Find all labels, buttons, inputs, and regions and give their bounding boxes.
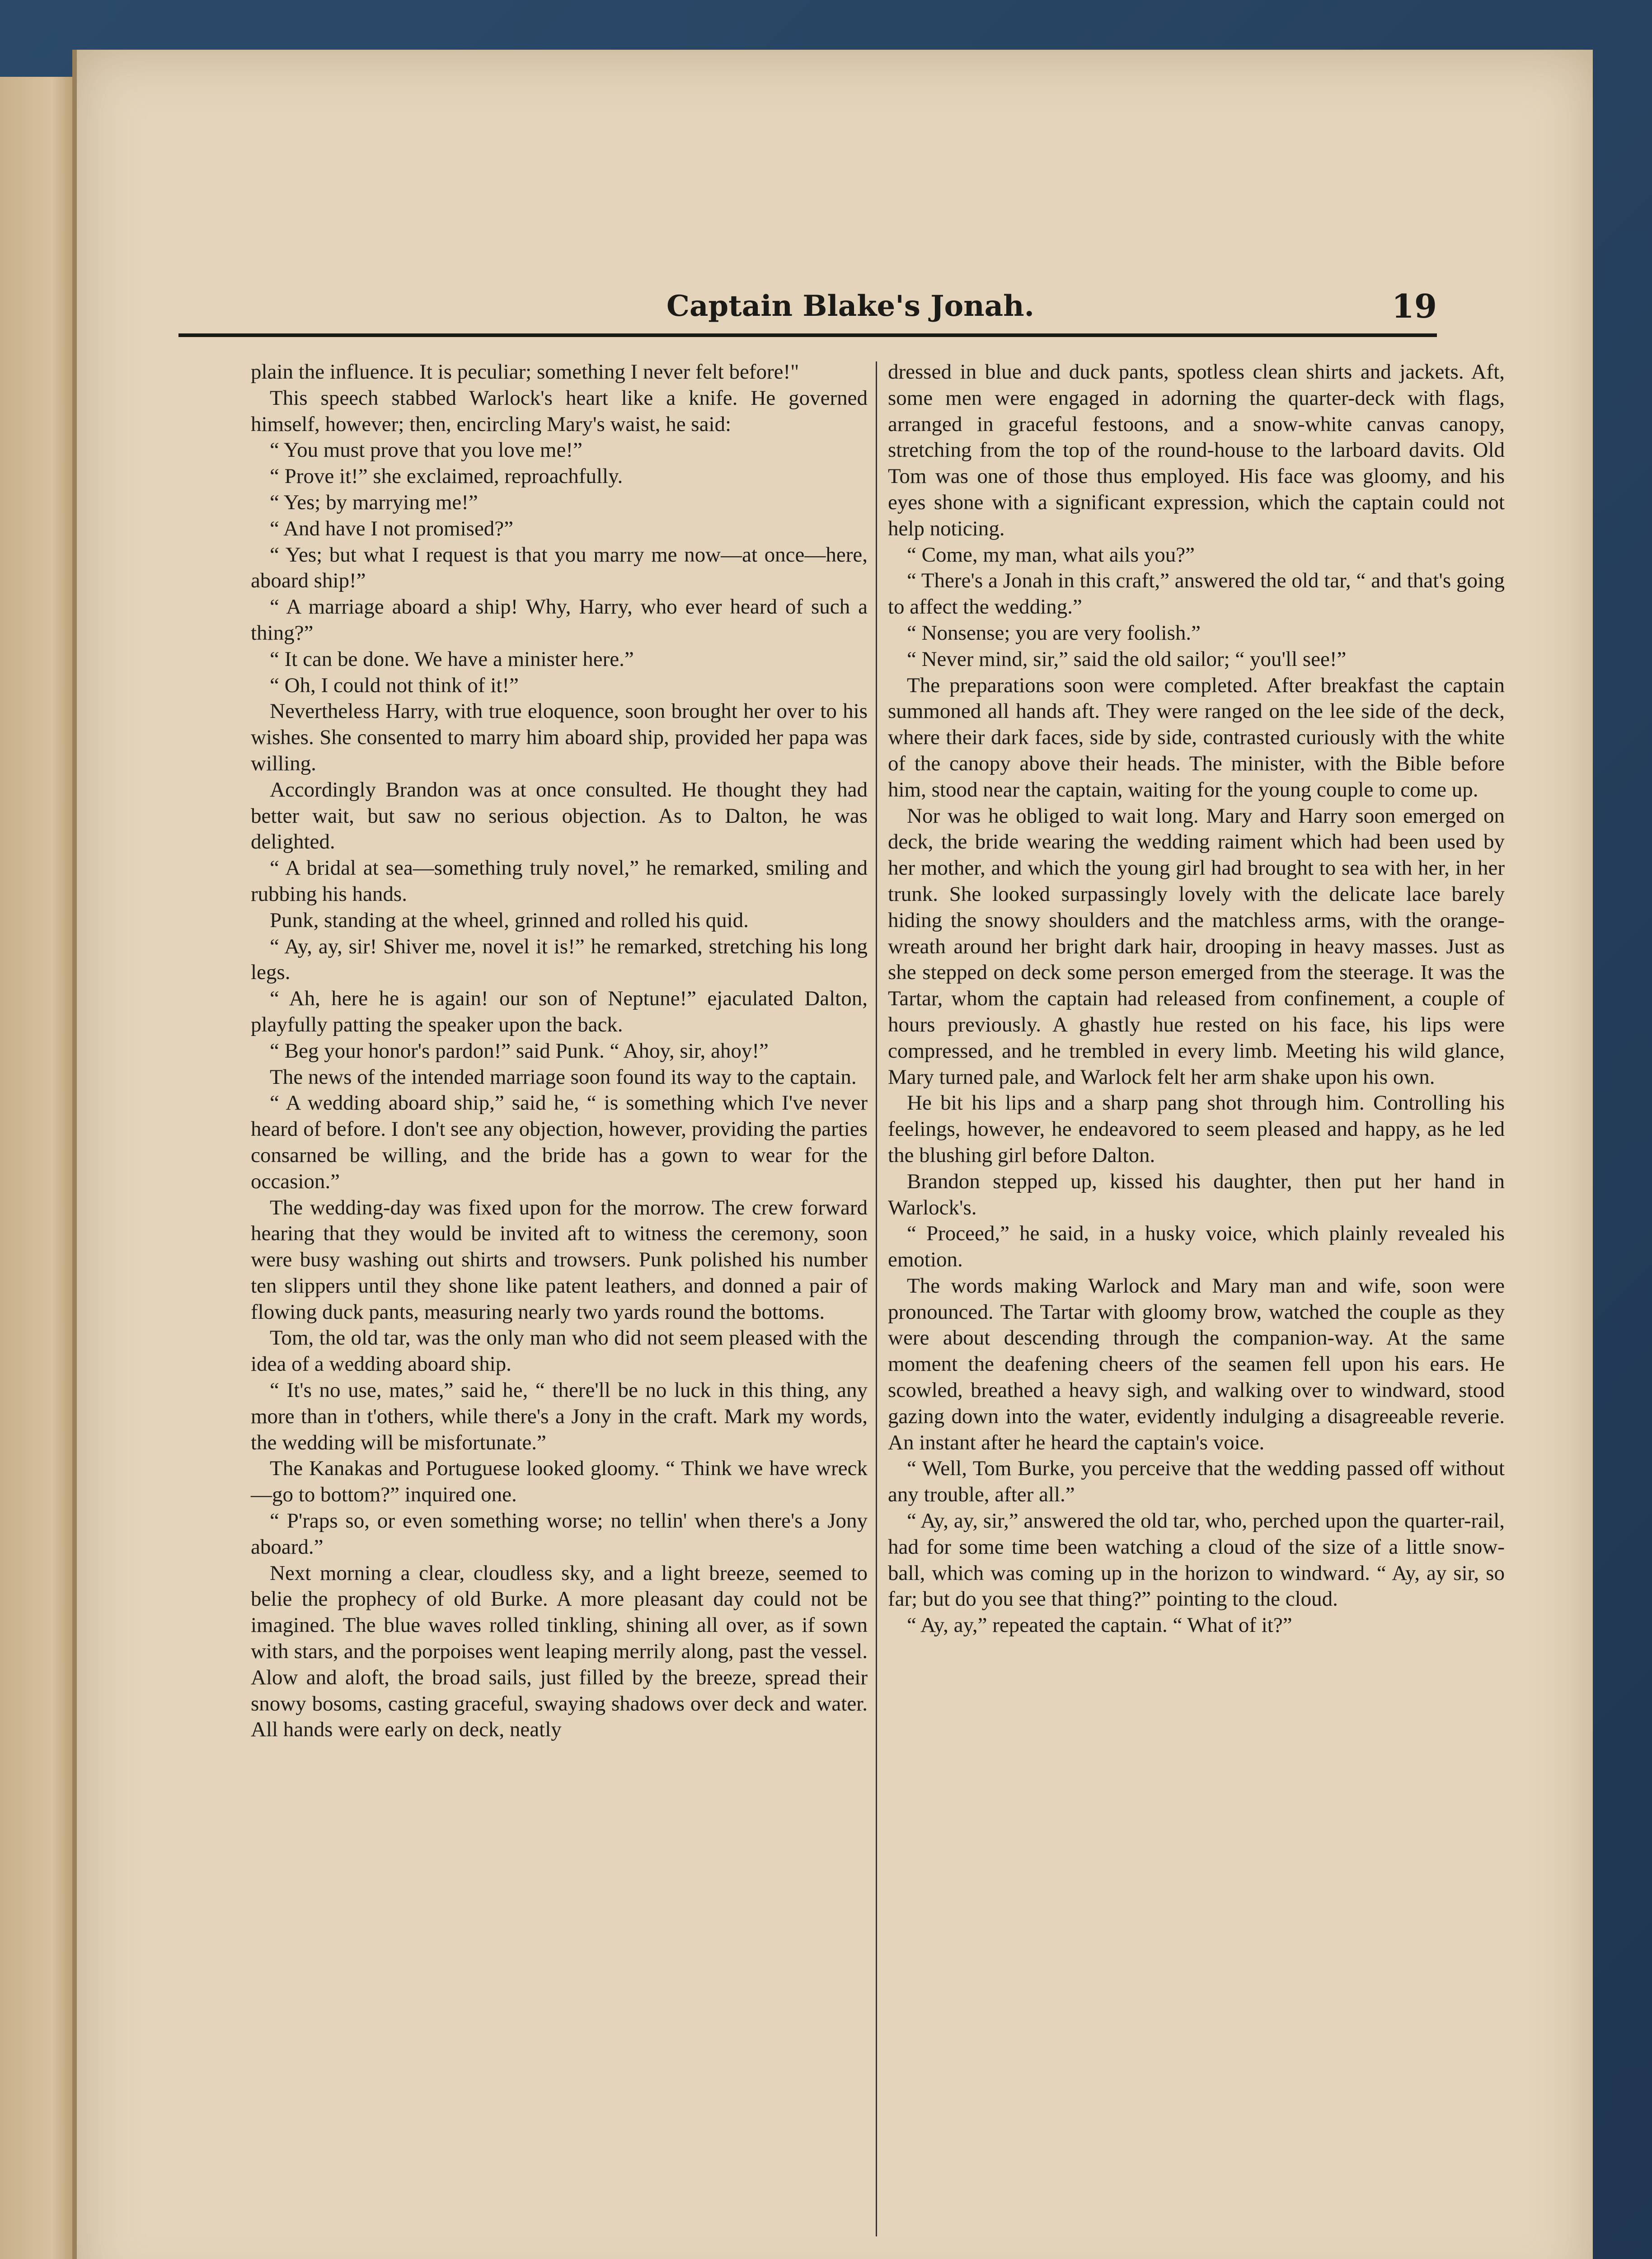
- paragraph: Brandon stepped up, kissed his daughter, then put her hand in Warlock's.: [888, 1169, 1505, 1219]
- paragraph: “ P'raps so, or even something worse; no tellin' when there's a Jony aboard.”: [251, 1509, 868, 1559]
- paragraph: “ Ah, here he is again! our son of Neptune!” ejaculated Dalton, playfully patting the speaker upon the back.: [251, 987, 868, 1036]
- page-number: 19: [1391, 287, 1437, 325]
- paragraph: “ Come, my man, what ails you?”: [907, 543, 1195, 567]
- paragraph: “ And have I not promised?”: [270, 516, 514, 540]
- paragraph: plain the influence. It is peculiar; something I never felt before!": [251, 360, 799, 384]
- running-title: Captain Blake's Jonah.: [666, 289, 1034, 323]
- paragraph: “ Beg your honor's pardon!” said Punk. “ Ahoy, sir, ahoy!”: [270, 1039, 769, 1063]
- paragraph: The news of the intended marriage soon found its way to the captain.: [270, 1065, 857, 1089]
- paragraph: “ Yes; but what I request is that you marry me now—at once—here, aboard ship!”: [251, 543, 868, 593]
- left-text-column: [251, 359, 868, 1743]
- paragraph: “ It's no use, mates,” said he, “ there'll be no luck in this thing, any more than in t'others, while there's a Jony in the craft. Mark my words, the wedding will be misfortunate.”: [251, 1378, 868, 1454]
- paragraph: “ Never mind, sir,” said the old sailor; “ you'll see!”: [907, 647, 1347, 671]
- paragraph: “ A bridal at sea—something truly novel,” he remarked, smiling and rubbing his hands.: [251, 856, 868, 906]
- right-text-column: [888, 359, 1505, 1639]
- paragraph: “ A marriage aboard a ship! Why, Harry, who ever heard of such a thing?”: [251, 595, 868, 645]
- paragraph: “ Ay, ay, sir,” answered the old tar, who, perched upon the quarter-rail, had for some time been watching a cloud of the size of a little snow-ball, which was coming up in the horizon to windward. “ Ay, ay sir, so far; but do you see that thing?” pointing to the cloud.: [888, 1509, 1505, 1611]
- column-divider: [876, 361, 877, 2236]
- paragraph: “ It can be done. We have a minister here.”: [270, 647, 634, 671]
- running-header: [178, 230, 1437, 334]
- paragraph: “ Yes; by marrying me!”: [270, 490, 478, 514]
- paragraph: This speech stabbed Warlock's heart like a knife. He governed himself, however; then, encircling Mary's waist, he said:: [251, 386, 868, 436]
- header-rule: [178, 333, 1437, 337]
- paragraph: Nor was he obliged to wait long. Mary and Harry soon emerged on deck, the bride wearing the wedding raiment which had been used by her mother, and which the young girl had brought to sea with her, in her trunk. She looked surpassingly lovely with the delicate lace barely hiding the snowy shoulders and the matchless arms, with the orange-wreath around her bright dark hair, drooping in heavy masses. Just as she stepped on deck some person emerged from the steerage. It was the Tartar, whom the captain had released from confinement, a couple of hours previously. A ghastly hue rested on his face, his lips were compressed, and he trembled in every limb. Meeting his wild glance, Mary turned pale, and Warlock felt her arm shake upon his own.: [888, 804, 1505, 1089]
- paragraph: Tom, the old tar, was the only man who did not seem pleased with the idea of a wedding aboard ship.: [251, 1326, 868, 1376]
- paragraph: “ Well, Tom Burke, you perceive that the wedding passed off without any trouble, after all.”: [888, 1457, 1505, 1507]
- paragraph: “ There's a Jonah in this craft,” answered the old tar, “ and that's going to affect the wedding.”: [888, 569, 1505, 619]
- paragraph: “ Prove it!” she exclaimed, reproachfully.: [270, 464, 623, 488]
- book-page: [72, 50, 1593, 2259]
- paragraph: “ You must prove that you love me!”: [270, 438, 582, 462]
- paragraph: The wedding-day was fixed upon for the morrow. The crew forward hearing that they would be invited aft to witness the ceremony, soon were busy washing out shirts and trowsers. Punk polished his number ten slippers until they shone like patent leathers, and donned a pair of flowing duck pants, measuring nearly two yards round the bottoms.: [251, 1195, 868, 1324]
- paragraph: The preparations soon were completed. After breakfast the captain summoned all hands aft. They were ranged on the lee side of the deck, where their dark faces, side by side, contrasted curiously with the white of the canopy above their heads. The minister, with the Bible before him, stood near the captain, waiting for the young couple to come up.: [888, 673, 1505, 801]
- paragraph: He bit his lips and a sharp pang shot through him. Controlling his feelings, however, he endeavored to seem pleased and happy, as he led the blushing girl before Dalton.: [888, 1091, 1505, 1167]
- paragraph: dressed in blue and duck pants, spotless clean shirts and jackets. Aft, some men were engaged in adorning the quarter-deck with flags, arranged in graceful festoons, and a snow-white canvas canopy, stretching from the top of the round-house to the larboard davits. Old Tom was one of those thus employed. His face was gloomy, and his eyes shone with a significant expression, which the captain could not help noticing.: [888, 360, 1505, 540]
- paragraph: Nevertheless Harry, with true eloquence, soon brought her over to his wishes. She consented to marry him aboard ship, provided her papa was willing.: [251, 699, 868, 775]
- paragraph: Punk, standing at the wheel, grinned and rolled his quid.: [270, 908, 749, 932]
- paragraph: The Kanakas and Portuguese looked gloomy. “ Think we have wreck—go to bottom?” inquired one.: [251, 1457, 868, 1507]
- paragraph: “ Proceed,” he said, in a husky voice, which plainly revealed his emotion.: [888, 1222, 1505, 1272]
- paragraph: Accordingly Brandon was at once consulted. He thought they had better wait, but saw no serious objection. As to Dalton, he was delighted.: [251, 778, 868, 854]
- paragraph: “ Oh, I could not think of it!”: [270, 673, 519, 697]
- paragraph: “ Ay, ay,” repeated the captain. “ What of it?”: [907, 1613, 1292, 1637]
- paragraph: The words making Warlock and Mary man and wife, soon were pronounced. The Tartar with gloomy brow, watched the couple as they were about descending through the companion-way. At the same moment the deafening cheers of the seamen fell upon his ears. He scowled, breathed a heavy sigh, and walking over to windward, stood gazing down into the water, evidently indulging a disagreeable reverie. An instant after he heard the captain's voice.: [888, 1274, 1505, 1454]
- paragraph: “ Nonsense; you are very foolish.”: [907, 621, 1201, 645]
- facing-page-edge: [0, 77, 77, 2259]
- paragraph: “ A wedding aboard ship,” said he, “ is something which I've never heard of before. I don't see any objection, however, providing the parties consarned be willing, and the bride has a gown to wear for the occasion.”: [251, 1091, 868, 1193]
- paragraph: “ Ay, ay, sir! Shiver me, novel it is!” he remarked, stretching his long legs.: [251, 934, 868, 984]
- paragraph: Next morning a clear, cloudless sky, and a light breeze, seemed to belie the prophecy of old Burke. A more pleasant day could not be imagined. The blue waves rolled tinkling, shining all over, as if sown with stars, and the porpoises went leaping merrily along, past the vessel. Alow and aloft, the broad sails, just filled by the breeze, spread their snowy bosoms, casting graceful, swaying shadows over deck and water. All hands were early on deck, neatly: [251, 1561, 868, 1742]
